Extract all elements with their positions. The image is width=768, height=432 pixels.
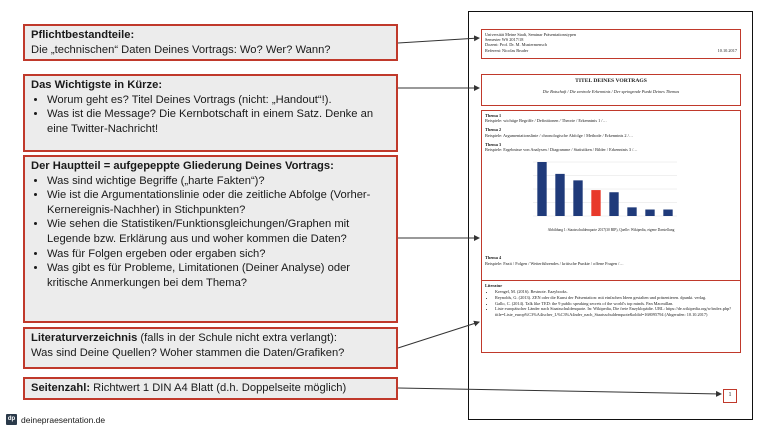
doc-header-line: Universität Meine Stadt, Seminar Präsentationstypen [485, 32, 577, 37]
footer-site: deinepraesentation.de [21, 414, 106, 425]
list-item: • Was gibt es für Probleme, Limitationen (Deiner Analyse) oder kritische Anmerkungen bei dem Thema? [47, 261, 390, 290]
list-item: • Wie sehen die Statistiken/Funktionsgleichungen/Graphen mit Legende bzw. Erklärung aus und woher kommen die Daten? [47, 217, 390, 246]
doc-subtitle: Die Botschaft / Die zentrale Erkenntnis / Der springende Punkt Deines Themas [542, 89, 680, 95]
list-item: • Worum geht es? Titel Deines Vortrags (nicht: „Handout“!). [47, 93, 390, 108]
literature-title: Literatur [485, 283, 503, 288]
box-title: Pflichtbestandteile: [31, 29, 135, 41]
list-item: • Was sind wichtige Begriffe („harte Fakten“)? [47, 174, 390, 189]
list-item: • Wie ist die Argumentationslinie oder die zeitliche Abfolge (Vorher-Kernereignis-Nachher) in Stichpunkten? [47, 188, 390, 217]
literature-item: • Liste europäischer Länder nach Staatsschuldenquote. In: Wikipedia, Die freie Enzyklopädie. URL: https://de.wikipedia.org/w/index.php?title=Liste_europ%C3%A4ischer_L%C3%A4nder_nach_Staatsschuldenquote&oldid=168095794 (Abgerufen: 10.10.2017) [495, 306, 737, 316]
box-text: Was sind Deine Quellen? Woher stammen die Daten/Grafiken? [31, 346, 345, 359]
literature-item: • Reynolds, G. (2013). ZEN oder die Kunst der Präsentation: mit einfachen Ideen gestalten und präsentieren. dpunkt. verlag. [495, 295, 737, 300]
arrow-page [398, 388, 721, 394]
theme-text: Beispiele: Argumentationslinie / chronologische Abfolge / Methode / Erkenntnis 2 /… [485, 132, 634, 138]
box-title-note: (falls in der Schule nicht extra verlangt): [137, 332, 337, 344]
theme-text: Beispiele: Ergebnisse von Analysen / Diagramme / Statistiken / Bilder / Erkenntnis 3 /… [485, 147, 638, 153]
page-number: 1 [723, 389, 737, 403]
theme-title: Thema 3 [485, 141, 502, 147]
brand-logo-icon: dp [6, 414, 17, 425]
box-title: Der Hauptteil = aufgepeppte Gliederung Deines Vortrags: [31, 160, 334, 172]
footer [6, 414, 105, 425]
theme-text: Beispiele: Fazit / Folgen / Weiterführendes / kritische Punkte / offene Fragen /… [485, 260, 624, 266]
doc-header-line: Semester WS 2017/18 [485, 37, 524, 43]
theme-title: Thema 2 [485, 127, 502, 133]
list-item: • Was ist die Message? Die Kernbotschaft in einem Satz. Denke an eine Twitter-Nachricht! [47, 107, 390, 136]
arrow-header [398, 38, 479, 43]
chart-caption: Abbildung 1: Staatsschuldenquote 2017(30 BIP), Quelle: Wikipedia, eigene Darstellung [547, 228, 675, 233]
list-item: • Was für Folgen ergeben oder ergaben sich? [47, 247, 390, 262]
doc-header-line: Dozent: Prof. Dr. M. Mustermensch [485, 42, 547, 48]
literature-item: • Gallo, C. (2014). Talk like TED: the 9 public speaking secrets of the world's top minds. Pan Macmillan. [495, 301, 737, 306]
box-title: Seitenzahl: [31, 382, 91, 394]
doc-title: TITEL DEINES VORTRAGS [575, 78, 647, 84]
box-text: Richtwert 1 DIN A4 Blatt (d.h. Doppelseite möglich) [90, 382, 347, 394]
theme-title: Thema 4 [485, 255, 502, 261]
literature-item: • Krengel, M. (2016). Bestnote. Eazybooks. [495, 289, 737, 294]
theme-text: Beispiele: wichtige Begriffe / Definitionen / Theorie / Erkenntnis 1 /… [485, 118, 607, 124]
theme-title: Thema 1 [485, 113, 502, 118]
box-text: Die „technischen“ Daten Deines Vortrags: Wo? Wer? Wann? [31, 43, 331, 56]
doc-date: 10.10.2017 [717, 47, 737, 53]
box-title: Das Wichtigste in Kürze: [31, 79, 163, 91]
doc-header-line: Referent: Nicolas Bruder [485, 47, 529, 53]
arrow-literature [398, 322, 479, 348]
box-title-main: Literaturverzeichnis [31, 332, 138, 344]
